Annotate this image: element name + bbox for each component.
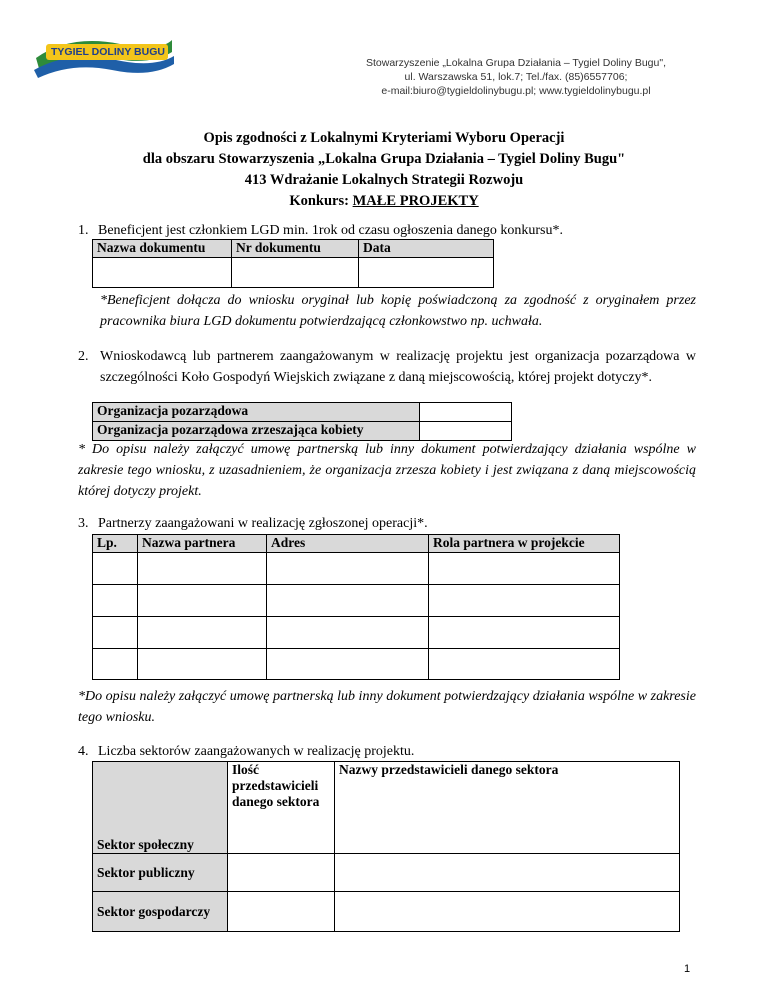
- row-public-sector: Sektor publiczny: [93, 854, 228, 892]
- section-3-note: *Do opisu należy załączyć umowę partnerską lub inny dokument potwierdzający działania wspólne w zakresie tego wniosku.: [78, 689, 696, 725]
- col-partner-role: Rola partnera w projekcie: [429, 535, 620, 553]
- cell-date[interactable]: [359, 258, 494, 288]
- table-row: [93, 649, 620, 680]
- document-title: [60, 128, 708, 212]
- col-document-name: Nazwa dokumentu: [93, 240, 232, 258]
- contest-name: MAŁE PROJEKTY: [352, 193, 479, 209]
- section-1-text: Beneficjent jest członkiem LGD min. 1rok od czasu ogłoszenia danego konkursu*.: [98, 223, 563, 238]
- section-4-heading: [78, 741, 696, 762]
- section-1-heading: [78, 220, 698, 241]
- section-2-number: 2.: [78, 349, 89, 364]
- section-3-heading: [78, 513, 696, 534]
- row-business-sector: Sektor gospodarczy: [93, 892, 228, 932]
- page-number: 1: [684, 963, 691, 975]
- title-line-3: 413 Wdrażanie Lokalnych Strategii Rozwoju: [244, 172, 524, 188]
- header-line-3: e-mail:biuro@tygieldolinybugu.pl; www.tygieldolinybugu.pl: [381, 85, 651, 97]
- table-row: [93, 617, 620, 649]
- section-4-number: 4.: [78, 744, 89, 759]
- table-row: [93, 585, 620, 617]
- col-lp: Lp.: [93, 535, 138, 553]
- row-ngo: Organizacja pozarządowa: [93, 403, 420, 422]
- logo: [30, 32, 178, 82]
- col-document-number: Nr dokumentu: [232, 240, 359, 258]
- section-1-number: 1.: [78, 223, 89, 238]
- header-line-2: ul. Warszawska 51, lok.7; Tel./fax. (85)6557706;: [404, 71, 628, 83]
- sectors-table: [92, 761, 680, 932]
- section-1-note: *Beneficjent dołącza do wniosku oryginał lub kopię poświadczoną za zgodność z oryginałem przez pracownika biura LGD dokumentu potwierdzającą członkowstwo np. uchwała.: [100, 293, 696, 329]
- org-header: [286, 56, 746, 98]
- title-line-2: dla obszaru Stowarzyszenia „Lokalna Grupa Działania – Tygiel Doliny Bugu": [142, 151, 626, 167]
- section-2-text: Wnioskodawcą lub partnerem zaangażowanym w realizację projektu jest organizacja pozarządowa w szczególności Koło Gospodyń Wiejskich związane z daną miejscowością, której projekt dotyczy*.: [100, 349, 696, 385]
- row-social-sector: Sektor społeczny: [93, 826, 228, 854]
- section-2-note: * Do opisu należy załączyć umowę partnerską lub inny dokument potwierdzający działania wspólne w zakresie tego wniosku, z uzasadnieniem, że organizacja zrzesza kobiety i jest związana z daną miejscowością której dotyczy projekt.: [78, 442, 696, 499]
- col-date: Data: [359, 240, 494, 258]
- col-address: Adres: [267, 535, 429, 553]
- header-line-1: Stowarzyszenie „Lokalna Grupa Działania – Tygiel Doliny Bugu",: [365, 57, 667, 69]
- logo-text: TYGIEL DOLINY BUGU: [51, 46, 165, 58]
- title-line-4: Konkurs: MAŁE PROJEKTY: [289, 193, 479, 209]
- section-1-table: [92, 239, 494, 288]
- section-4-text: Liczba sektorów zaangażowanych w realizację projektu.: [98, 744, 415, 759]
- table-row: [93, 553, 620, 585]
- cell-document-name[interactable]: [93, 258, 232, 288]
- col-partner-name: Nazwa partnera: [138, 535, 267, 553]
- cell-document-number[interactable]: [232, 258, 359, 288]
- cell-ngo[interactable]: [420, 403, 512, 422]
- col-representatives: Nazwy przedstawicieli danego sektora: [335, 762, 680, 826]
- section-3-number: 3.: [78, 516, 89, 531]
- partners-table: [92, 534, 620, 680]
- cell-ngo-women[interactable]: [420, 422, 512, 441]
- section-3-text: Partnerzy zaangażowani w realizację zgłoszonej operacji*.: [98, 516, 428, 531]
- section-2-table: [92, 402, 512, 441]
- header-empty: [93, 762, 228, 826]
- section-2-heading: [78, 346, 696, 388]
- title-line-1: Opis zgodności z Lokalnymi Kryteriami Wyboru Operacji: [203, 130, 565, 146]
- row-ngo-women: Organizacja pozarządowa zrzeszająca kobiety: [93, 422, 420, 441]
- col-count: Ilość przedstawicieli danego sektora: [228, 762, 335, 826]
